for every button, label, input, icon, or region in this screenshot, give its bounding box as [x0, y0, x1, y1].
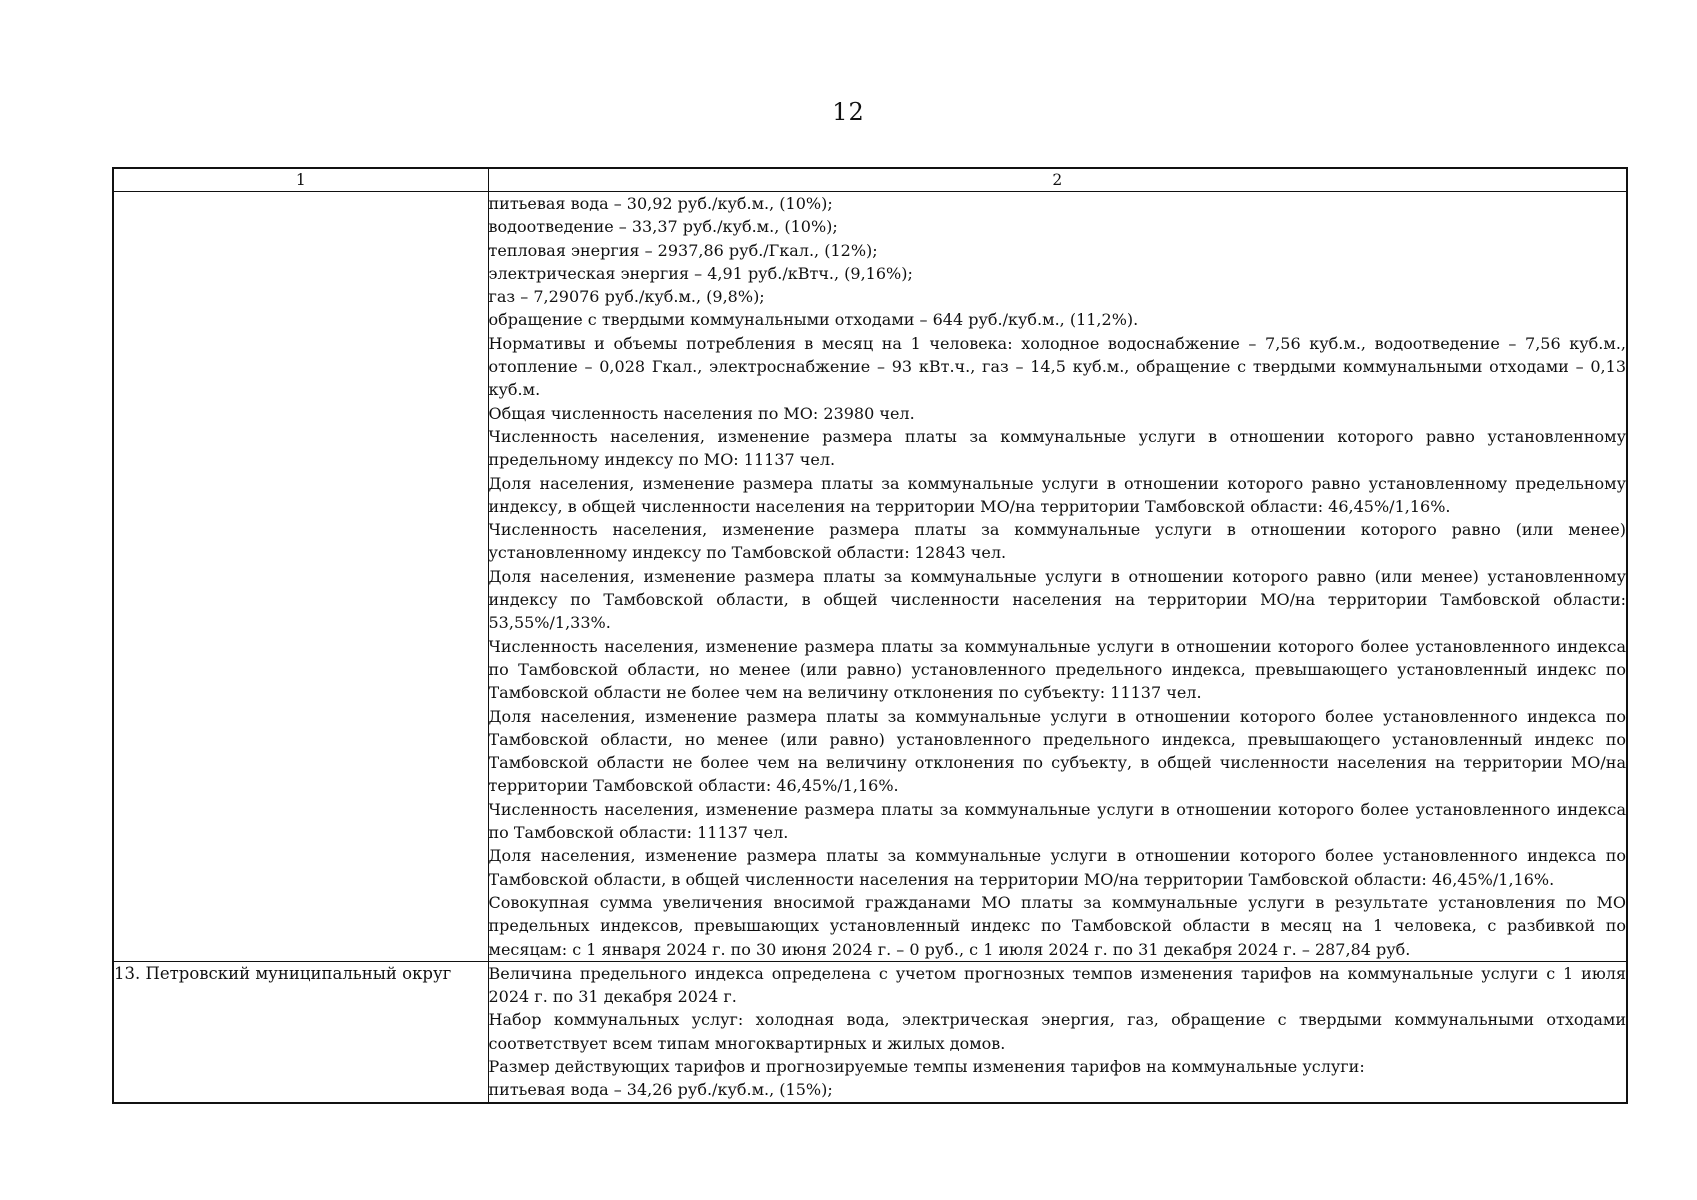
table-row: [113, 961, 1627, 1102]
municipality-name-cell: 13. Петровский муниципальный округ: [113, 961, 488, 1102]
description-paragraph: Доля населения, изменение размера платы за коммунальные услуги в отношении которого более установленного индекса по Тамбовской области, в общей численности населения на территории МО/на территории Тамбовской области: 46,45%/1,16%.: [488, 846, 1626, 889]
description-paragraph: Численность населения, изменение размера платы за коммунальные услуги в отношении которого более установленного индекса по Тамбовской области: 11137 чел.: [488, 799, 1626, 843]
description-paragraph: Численность населения, изменение размера платы за коммунальные услуги в отношении которого равно (или менее) установленному индексу по Тамбовской области: 12843 чел.: [488, 520, 1626, 563]
description-paragraph: Нормативы и объемы потребления в месяц на 1 человека: холодное водоснабжение – 7,56 куб.м., водоотведение – 7,56 куб.м., отопление – 0,028 Гкал., электроснабжение – 93 кВт.ч., газ – 14,5 куб.м., обращение с твердыми коммунальными отходами – 0,13 куб.м.: [488, 333, 1626, 400]
description-paragraph: Доля населения, изменение размера платы за коммунальные услуги в отношении которого равно (или менее) установленному индексу по Тамбовской области, в общей численности населения на территории МО/на территории Тамбовской области: 53,55%/1,33%.: [488, 566, 1626, 633]
description-cell: [488, 192, 1627, 962]
description-paragraph: питьевая вода – 34,26 руб./куб.м., (15%);: [488, 1080, 833, 1100]
description-paragraph: Размер действующих тарифов и прогнозируемые темпы изменения тарифов на коммунальные услуги:: [488, 1056, 1365, 1076]
table-body: [113, 192, 1627, 1103]
description-paragraph: обращение с твердыми коммунальными отходами – 644 руб./куб.м., (11,2%).: [488, 310, 1139, 330]
description-paragraph: Численность населения, изменение размера платы за коммунальные услуги в отношении которого равно установленному предельному индексу по МО: 11137 чел.: [488, 426, 1626, 470]
description-paragraph: Совокупная сумма увеличения вносимой гражданами МО платы за коммунальные услуги в результате установления по МО предельных индексов, превышающих установленный индекс по Тамбовской области в месяц на 1 человека, с разбивкой по месяцам: с 1 января 2024 г. по 30 июня 2024 г. – 0 руб., с 1 июля 2024 г. по 31 декабря 2024 г. – 287,84 руб.: [488, 892, 1626, 959]
description-paragraph: Общая численность населения по МО: 23980 чел.: [488, 403, 915, 423]
description-paragraph: Набор коммунальных услуг: холодная вода, электрическая энергия, газ, обращение с твердыми коммунальными отходами соответствует всем типам многоквартирных и жилых домов.: [488, 1010, 1626, 1053]
description-cell: [488, 961, 1627, 1102]
description-paragraph: газ – 7,29076 руб./куб.м., (9,8%);: [488, 287, 765, 307]
column-header-1: 1: [113, 168, 488, 192]
description-paragraph: Доля населения, изменение размера платы за коммунальные услуги в отношении которого равно установленному предельному индексу, в общей численности населения на территории МО/на территории Тамбовской области: 46,45%/1,16%.: [488, 473, 1626, 516]
description-paragraph: Величина предельного индекса определена с учетом прогнозных темпов изменения тарифов на коммунальные услуги с 1 июля 2024 г. по 31 декабря 2024 г.: [488, 963, 1626, 1007]
municipality-name-cell: [113, 192, 488, 962]
description-paragraph: питьевая вода – 30,92 руб./куб.м., (10%);: [488, 194, 833, 213]
description-paragraph: Доля населения, изменение размера платы за коммунальные услуги в отношении которого более установленного индекса по Тамбовской области, но менее (или равно) установленного предельного индекса, превышающего установленный индекс по Тамбовской области не более чем на величину отклонения по субъекту, в общей численности населения на территории МО/на территории Тамбовской области: 46,45%/1,16%.: [488, 706, 1626, 796]
description-paragraph: электрическая энергия – 4,91 руб./кВтч., (9,16%);: [488, 263, 913, 283]
column-header-2: 2: [488, 168, 1627, 192]
table-row: [113, 192, 1627, 962]
page-number: 12: [832, 98, 865, 126]
data-table: [112, 167, 1628, 1104]
description-paragraph: Численность населения, изменение размера платы за коммунальные услуги в отношении которого более установленного индекса по Тамбовской области, но менее (или равно) установленного предельного индекса, превышающего установленный индекс по Тамбовской области не более чем на величину отклонения по субъекту: 11137 чел.: [488, 636, 1626, 703]
description-paragraph: тепловая энергия – 2937,86 руб./Гкал., (12%);: [488, 240, 878, 260]
description-paragraph: водоотведение – 33,37 руб./куб.м., (10%);: [488, 217, 838, 237]
table-header-row: [113, 168, 1627, 192]
